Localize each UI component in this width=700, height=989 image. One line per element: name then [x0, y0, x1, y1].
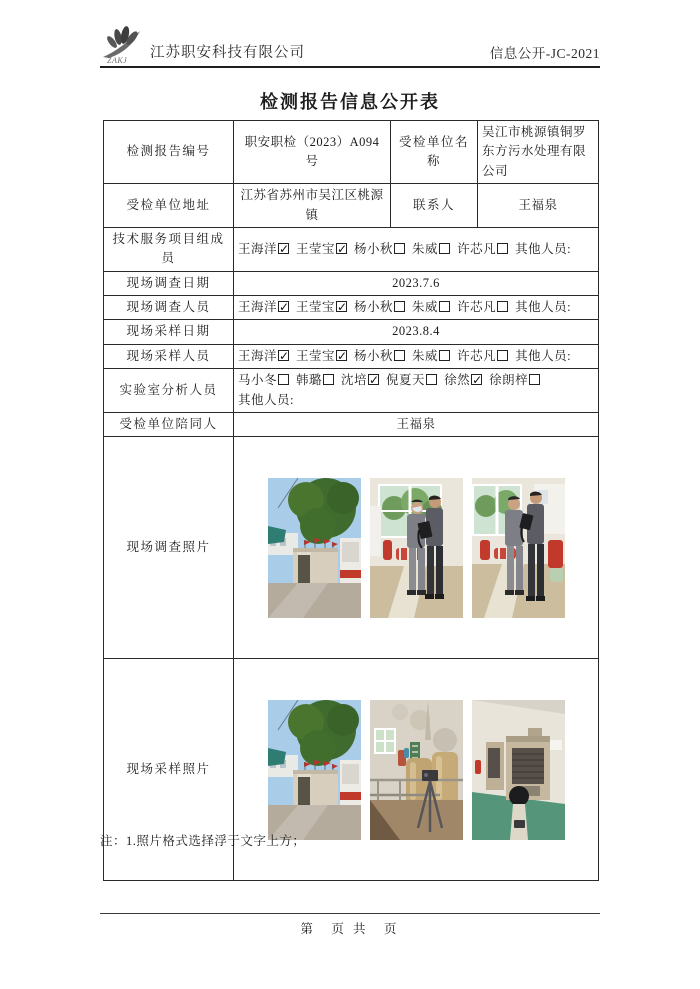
photo-workers-checking-tablet	[370, 478, 463, 618]
checkbox-icon	[278, 350, 289, 361]
staff-member	[412, 300, 450, 314]
other-members-label: 其他人员:	[515, 348, 572, 363]
staff-member-name: 朱威	[412, 300, 439, 314]
checkbox-icon	[426, 374, 437, 385]
staff-member	[354, 349, 405, 363]
member-list	[238, 242, 515, 256]
page-header	[100, 26, 600, 68]
sampling-photos-label: 现场采样照片	[104, 659, 234, 881]
row-report-no	[104, 121, 599, 184]
project-team-members	[234, 227, 599, 271]
sampling-staff-label: 现场采样人员	[104, 344, 234, 368]
staff-member-name: 徐朗梓	[489, 373, 529, 388]
staff-member	[457, 300, 508, 314]
row-survey-photos	[104, 437, 599, 659]
other-members-label: 其他人员:	[515, 300, 572, 314]
survey-photo-strip	[238, 478, 594, 618]
footnote: 注：1.照片格式选择浮于文字上方；	[100, 834, 306, 848]
other-members-label: 其他人员:	[515, 241, 572, 256]
staff-member	[238, 242, 289, 256]
survey-staff-members	[234, 296, 599, 320]
company-logo-icon	[100, 24, 148, 64]
page-number-text: 第 页 共 页	[300, 922, 400, 936]
staff-member	[489, 373, 540, 387]
survey-date-value: 2023.7.6	[234, 271, 599, 295]
org-addr-value: 江苏省苏州市吴江区桃源镇	[234, 184, 391, 228]
org-addr-label: 受检单位地址	[104, 184, 234, 228]
checkbox-icon	[394, 350, 405, 361]
staff-member-name: 王海洋	[238, 348, 278, 363]
row-lab-staff	[104, 369, 599, 413]
checkbox-icon	[471, 374, 482, 385]
photo-factory-gate-with-tree	[268, 478, 361, 618]
other-members-label: 其他人员:	[238, 392, 294, 407]
staff-member-name: 许芯凡	[457, 300, 497, 314]
staff-member	[238, 349, 289, 363]
disclosure-form-table	[103, 120, 599, 881]
staff-member	[296, 242, 347, 256]
row-survey-date	[104, 271, 599, 295]
staff-member-name: 徐然	[444, 373, 471, 388]
staff-member-name: 许芯凡	[457, 348, 497, 363]
contact-value: 王福泉	[478, 184, 599, 228]
staff-member	[354, 242, 405, 256]
checkbox-icon	[529, 374, 540, 385]
row-org-addr	[104, 184, 599, 228]
row-sampling-staff	[104, 344, 599, 368]
staff-member	[354, 300, 405, 314]
staff-member-name: 马小冬	[238, 373, 278, 388]
member-list	[238, 349, 515, 363]
row-project-team	[104, 227, 599, 271]
lab-staff-label: 实验室分析人员	[104, 369, 234, 413]
checkbox-icon	[394, 243, 405, 254]
staff-member	[341, 373, 379, 387]
company-name: 江苏职安科技有限公司	[150, 45, 305, 61]
staff-member-name: 倪夏天	[386, 373, 426, 388]
sampling-staff-members	[234, 344, 599, 368]
staff-member-name: 王莹宝	[296, 241, 336, 256]
staff-member-name: 王海洋	[238, 300, 278, 314]
checkbox-icon	[323, 374, 334, 385]
row-survey-staff	[104, 296, 599, 320]
staff-member	[412, 349, 450, 363]
staff-member-name: 王莹宝	[296, 348, 336, 363]
staff-member	[296, 373, 334, 387]
photo-workers-discussing	[472, 478, 565, 618]
member-list	[238, 373, 547, 387]
survey-staff-label: 现场调查人员	[104, 296, 234, 320]
staff-member	[296, 300, 347, 314]
page-title: 检测报告信息公开表	[260, 92, 440, 112]
page-footer	[100, 913, 600, 937]
checkbox-icon	[278, 301, 289, 312]
staff-member-name: 韩璐	[296, 373, 323, 388]
checkbox-icon	[439, 350, 450, 361]
project-team-label: 技术服务项目组成员	[104, 227, 234, 271]
staff-member	[386, 373, 437, 387]
org-name-label: 受检单位名称	[391, 121, 478, 184]
survey-photos-cell	[234, 437, 599, 659]
escort-value: 王福泉	[234, 412, 599, 436]
checkbox-icon	[336, 350, 347, 361]
photo-tank-room-tripod	[370, 700, 463, 840]
sampling-date-value: 2023.8.4	[234, 320, 599, 344]
photo-equipment-room-noise-meter	[472, 700, 565, 840]
checkbox-icon	[278, 374, 289, 385]
checkbox-icon	[497, 243, 508, 254]
report-no-label: 检测报告编号	[104, 121, 234, 184]
staff-member	[457, 349, 508, 363]
survey-date-label: 现场调查日期	[104, 271, 234, 295]
checkbox-icon	[368, 374, 379, 385]
staff-member-name: 王海洋	[238, 241, 278, 256]
checkbox-icon	[336, 243, 347, 254]
staff-member	[444, 373, 482, 387]
staff-member-name: 王莹宝	[296, 300, 336, 314]
contact-label: 联系人	[391, 184, 478, 228]
checkbox-icon	[439, 243, 450, 254]
checkbox-icon	[439, 301, 450, 312]
row-sampling-date	[104, 320, 599, 344]
staff-member	[296, 349, 347, 363]
staff-member	[238, 300, 289, 314]
photo-factory-gate-with-tree	[268, 700, 361, 840]
staff-member-name: 杨小秋	[354, 300, 394, 314]
staff-member-name: 许芯凡	[457, 241, 497, 256]
escort-label: 受检单位陪同人	[104, 412, 234, 436]
staff-member-name: 朱威	[412, 241, 439, 256]
staff-member	[238, 373, 289, 387]
staff-member	[457, 242, 508, 256]
row-escort	[104, 412, 599, 436]
checkbox-icon	[278, 243, 289, 254]
staff-member-name: 朱威	[412, 348, 439, 363]
sampling-date-label: 现场采样日期	[104, 320, 234, 344]
checkbox-icon	[497, 350, 508, 361]
checkbox-icon	[336, 301, 347, 312]
report-no-value: 职安职检（2023）A094 号	[234, 121, 391, 184]
lab-staff-members	[234, 369, 599, 413]
sampling-photo-strip	[238, 700, 594, 840]
staff-member-name: 杨小秋	[354, 348, 394, 363]
brand	[100, 24, 305, 64]
staff-member-name: 沈培	[341, 373, 368, 388]
staff-member-name: 杨小秋	[354, 241, 394, 256]
survey-photos-label: 现场调查照片	[104, 437, 234, 659]
document-code: 信息公开-JC-2021	[489, 46, 600, 61]
staff-member	[412, 242, 450, 256]
member-list	[238, 300, 515, 314]
checkbox-icon	[497, 301, 508, 312]
org-name-value: 吴江市桃源镇铜罗东方污水处理有限公司	[478, 121, 599, 184]
checkbox-icon	[394, 301, 405, 312]
logo-text: ZAKJ	[107, 56, 128, 64]
